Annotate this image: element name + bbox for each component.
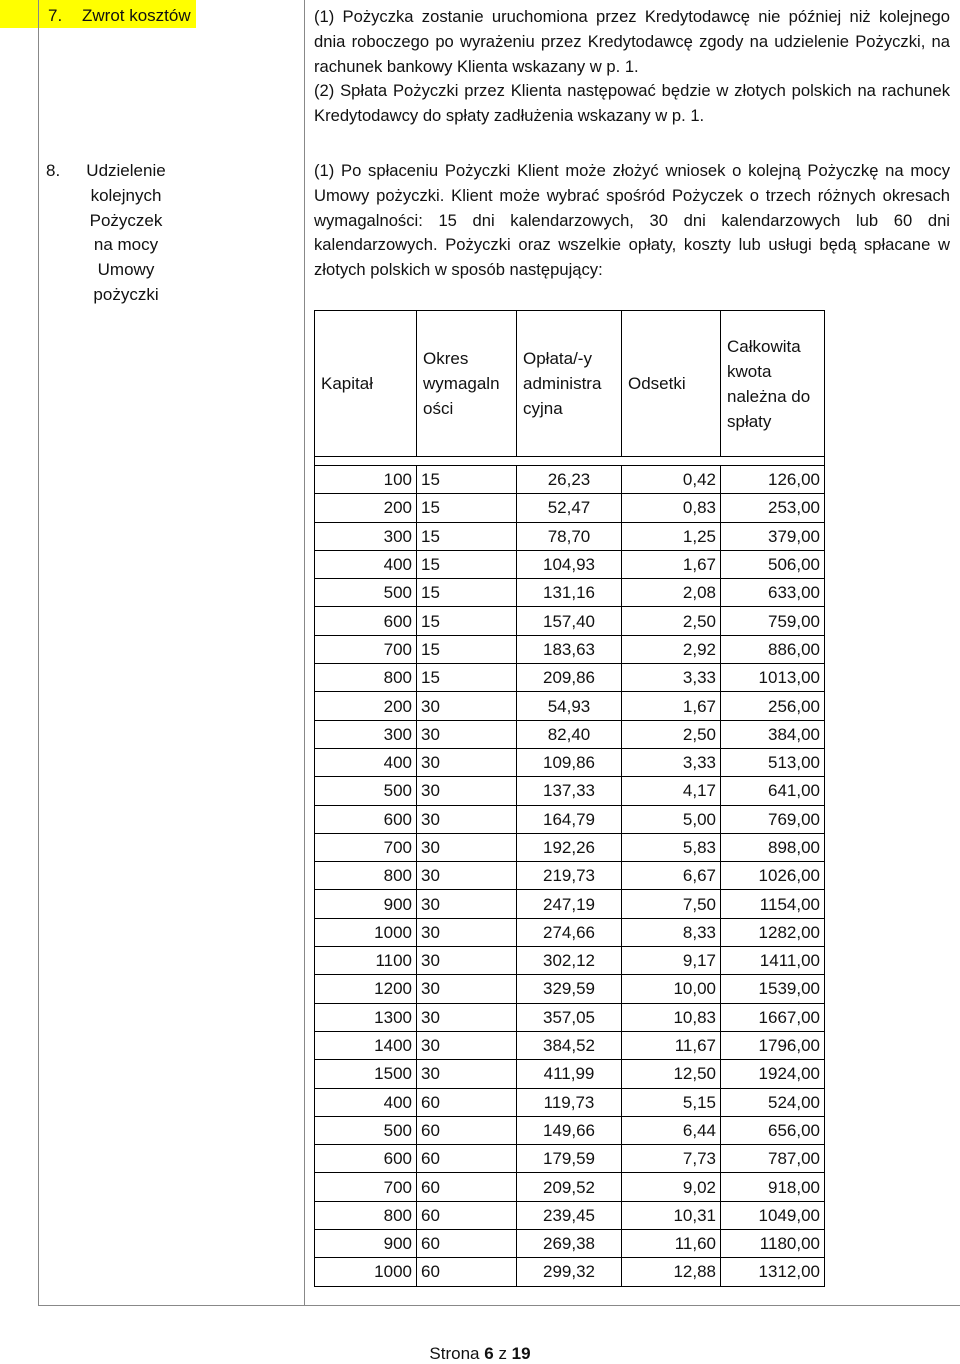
table-row xyxy=(315,748,825,776)
cell-term: 30 xyxy=(417,748,517,776)
cell-term: 15 xyxy=(417,607,517,635)
table-row xyxy=(315,692,825,720)
table-spacer-cell xyxy=(315,457,825,466)
cell-total-due: 769,00 xyxy=(721,805,825,833)
cell-term: 15 xyxy=(417,494,517,522)
cell-term: 60 xyxy=(417,1173,517,1201)
cell-interest: 12,88 xyxy=(622,1258,721,1286)
cell-total-due: 524,00 xyxy=(721,1088,825,1116)
cell-capital: 700 xyxy=(315,1173,417,1201)
cell-total-due: 256,00 xyxy=(721,692,825,720)
footer-separator: z xyxy=(498,1344,507,1363)
cell-term: 30 xyxy=(417,918,517,946)
cell-interest: 1,25 xyxy=(622,522,721,550)
section-7-number: 7. xyxy=(48,6,63,25)
table-row xyxy=(315,1173,825,1201)
cell-interest: 1,67 xyxy=(622,550,721,578)
table-row xyxy=(315,777,825,805)
cell-capital: 700 xyxy=(315,635,417,663)
cell-interest: 7,73 xyxy=(622,1145,721,1173)
cell-total-due: 1049,00 xyxy=(721,1201,825,1229)
cell-total-due: 1180,00 xyxy=(721,1230,825,1258)
cell-term: 30 xyxy=(417,947,517,975)
footer-total-pages: 19 xyxy=(511,1344,531,1363)
cell-interest: 10,00 xyxy=(622,975,721,1003)
cell-total-due: 787,00 xyxy=(721,1145,825,1173)
cell-interest: 5,00 xyxy=(622,805,721,833)
cell-capital: 300 xyxy=(315,720,417,748)
header-capital: Kapitał xyxy=(315,311,417,457)
cell-admin-fee: 302,12 xyxy=(517,947,622,975)
footer-page-number: 6 xyxy=(484,1344,494,1363)
cell-admin-fee: 274,66 xyxy=(517,918,622,946)
cell-interest: 11,60 xyxy=(622,1230,721,1258)
cell-total-due: 1539,00 xyxy=(721,975,825,1003)
cell-admin-fee: 164,79 xyxy=(517,805,622,833)
section-7-title: Zwrot kosztów xyxy=(82,6,191,25)
cell-admin-fee: 26,23 xyxy=(517,466,622,494)
table-header-row xyxy=(315,311,825,457)
cell-term: 30 xyxy=(417,1003,517,1031)
cell-total-due: 1667,00 xyxy=(721,1003,825,1031)
cell-capital: 100 xyxy=(315,466,417,494)
section-8-title-line: Umowy xyxy=(97,260,155,280)
section-8-title-line: pożyczki xyxy=(93,284,159,304)
table-row xyxy=(315,1003,825,1031)
table-row xyxy=(315,1088,825,1116)
table-row xyxy=(315,1258,825,1286)
cell-interest: 2,92 xyxy=(622,635,721,663)
cell-capital: 800 xyxy=(315,664,417,692)
cell-admin-fee: 157,40 xyxy=(517,607,622,635)
cell-interest: 10,83 xyxy=(622,1003,721,1031)
section-8-title xyxy=(66,159,186,308)
table-row xyxy=(315,975,825,1003)
cell-interest: 10,31 xyxy=(622,1201,721,1229)
cell-admin-fee: 149,66 xyxy=(517,1116,622,1144)
cell-capital: 900 xyxy=(315,1230,417,1258)
cell-interest: 6,67 xyxy=(622,862,721,890)
cell-total-due: 633,00 xyxy=(721,579,825,607)
cell-admin-fee: 357,05 xyxy=(517,1003,622,1031)
cell-term: 30 xyxy=(417,833,517,861)
cell-capital: 600 xyxy=(315,805,417,833)
cell-admin-fee: 209,86 xyxy=(517,664,622,692)
table-row xyxy=(315,1031,825,1059)
cell-term: 15 xyxy=(417,579,517,607)
cell-capital: 400 xyxy=(315,1088,417,1116)
cell-admin-fee: 137,33 xyxy=(517,777,622,805)
cell-term: 15 xyxy=(417,550,517,578)
cell-interest: 0,42 xyxy=(622,466,721,494)
cell-term: 15 xyxy=(417,522,517,550)
cell-term: 15 xyxy=(417,664,517,692)
cell-total-due: 886,00 xyxy=(721,635,825,663)
cell-term: 30 xyxy=(417,1060,517,1088)
table-row xyxy=(315,466,825,494)
table-row xyxy=(315,494,825,522)
table-row xyxy=(315,1201,825,1229)
cell-interest: 4,17 xyxy=(622,777,721,805)
cell-capital: 600 xyxy=(315,1145,417,1173)
cell-admin-fee: 192,26 xyxy=(517,833,622,861)
section-8-title-line: Udzielenie xyxy=(86,161,166,180)
cell-admin-fee: 219,73 xyxy=(517,862,622,890)
table-row xyxy=(315,1116,825,1144)
cell-interest: 2,08 xyxy=(622,579,721,607)
section-8-body xyxy=(314,159,950,283)
header-term: Okres wymagaln ości xyxy=(417,311,517,457)
table-row xyxy=(315,1145,825,1173)
cell-total-due: 1796,00 xyxy=(721,1031,825,1059)
table-row xyxy=(315,522,825,550)
section-7-paragraph-2: (2) Spłata Pożyczki przez Klienta następować będzie w złotych polskich na rachunek Kredytodawcy do spłaty zadłużenia wskazany w p. 1. xyxy=(314,81,950,126)
table-spacer-row xyxy=(315,457,825,466)
cell-capital: 200 xyxy=(315,692,417,720)
table-row xyxy=(315,550,825,578)
cell-admin-fee: 183,63 xyxy=(517,635,622,663)
cell-total-due: 513,00 xyxy=(721,748,825,776)
cell-term: 30 xyxy=(417,890,517,918)
cell-capital: 700 xyxy=(315,833,417,861)
cell-interest: 6,44 xyxy=(622,1116,721,1144)
cell-admin-fee: 119,73 xyxy=(517,1088,622,1116)
cell-admin-fee: 239,45 xyxy=(517,1201,622,1229)
cell-admin-fee: 247,19 xyxy=(517,890,622,918)
cell-interest: 5,15 xyxy=(622,1088,721,1116)
cell-admin-fee: 82,40 xyxy=(517,720,622,748)
header-interest: Odsetki xyxy=(622,311,721,457)
cell-interest: 0,83 xyxy=(622,494,721,522)
table-row xyxy=(315,1230,825,1258)
cell-capital: 200 xyxy=(315,494,417,522)
cell-capital: 600 xyxy=(315,607,417,635)
cell-term: 30 xyxy=(417,692,517,720)
section-7-body xyxy=(314,5,950,129)
cell-admin-fee: 109,86 xyxy=(517,748,622,776)
cell-interest: 5,83 xyxy=(622,833,721,861)
cell-admin-fee: 329,59 xyxy=(517,975,622,1003)
table-row xyxy=(315,862,825,890)
cell-interest: 2,50 xyxy=(622,720,721,748)
cell-interest: 11,67 xyxy=(622,1031,721,1059)
cell-capital: 1500 xyxy=(315,1060,417,1088)
header-admin-fee: Opłata/-y administra cyjna xyxy=(517,311,622,457)
cell-capital: 500 xyxy=(315,579,417,607)
cell-capital: 1200 xyxy=(315,975,417,1003)
cell-total-due: 918,00 xyxy=(721,1173,825,1201)
cell-admin-fee: 384,52 xyxy=(517,1031,622,1059)
loan-repayment-table xyxy=(314,310,825,1287)
cell-total-due: 898,00 xyxy=(721,833,825,861)
cell-admin-fee: 52,47 xyxy=(517,494,622,522)
cell-term: 60 xyxy=(417,1230,517,1258)
cell-capital: 400 xyxy=(315,748,417,776)
section-8-title-line: kolejnych xyxy=(90,185,162,205)
cell-interest: 3,33 xyxy=(622,748,721,776)
cell-capital: 400 xyxy=(315,550,417,578)
cell-admin-fee: 78,70 xyxy=(517,522,622,550)
cell-total-due: 641,00 xyxy=(721,777,825,805)
bottom-border-line xyxy=(38,1305,960,1306)
section-8-number: 8. xyxy=(46,161,61,180)
cell-term: 30 xyxy=(417,720,517,748)
table-row xyxy=(315,890,825,918)
cell-admin-fee: 299,32 xyxy=(517,1258,622,1286)
section-7-paragraph-1: (1) Pożyczka zostanie uruchomiona przez Kredytodawcę nie później niż kolejnego dnia roboczego po wyrażeniu przez Kredytodawcę zgody na udzielenie Pożyczki, na rachunek bankowy Klienta wskazany w p. 1. xyxy=(314,7,950,76)
cell-capital: 1000 xyxy=(315,918,417,946)
cell-admin-fee: 179,59 xyxy=(517,1145,622,1173)
table-row xyxy=(315,947,825,975)
cell-total-due: 1026,00 xyxy=(721,862,825,890)
page-footer xyxy=(0,1344,960,1364)
cell-total-due: 1154,00 xyxy=(721,890,825,918)
cell-term: 30 xyxy=(417,805,517,833)
table-row xyxy=(315,805,825,833)
table-row xyxy=(315,664,825,692)
cell-admin-fee: 54,93 xyxy=(517,692,622,720)
cell-admin-fee: 209,52 xyxy=(517,1173,622,1201)
cell-capital: 500 xyxy=(315,777,417,805)
cell-total-due: 126,00 xyxy=(721,466,825,494)
table-row xyxy=(315,833,825,861)
cell-total-due: 506,00 xyxy=(721,550,825,578)
cell-admin-fee: 411,99 xyxy=(517,1060,622,1088)
cell-capital: 1100 xyxy=(315,947,417,975)
cell-admin-fee: 104,93 xyxy=(517,550,622,578)
cell-total-due: 1312,00 xyxy=(721,1258,825,1286)
cell-total-due: 253,00 xyxy=(721,494,825,522)
cell-term: 60 xyxy=(417,1088,517,1116)
cell-capital: 1000 xyxy=(315,1258,417,1286)
cell-total-due: 1013,00 xyxy=(721,664,825,692)
cell-term: 60 xyxy=(417,1201,517,1229)
cell-interest: 9,02 xyxy=(622,1173,721,1201)
cell-interest: 1,67 xyxy=(622,692,721,720)
cell-capital: 500 xyxy=(315,1116,417,1144)
cell-capital: 1300 xyxy=(315,1003,417,1031)
table-row xyxy=(315,720,825,748)
cell-capital: 900 xyxy=(315,890,417,918)
cell-capital: 300 xyxy=(315,522,417,550)
table-row xyxy=(315,1060,825,1088)
table-row xyxy=(315,579,825,607)
cell-capital: 1400 xyxy=(315,1031,417,1059)
cell-interest: 7,50 xyxy=(622,890,721,918)
table-row xyxy=(315,635,825,663)
cell-interest: 9,17 xyxy=(622,947,721,975)
cell-interest: 2,50 xyxy=(622,607,721,635)
column-divider-line xyxy=(304,0,305,1306)
cell-admin-fee: 131,16 xyxy=(517,579,622,607)
cell-term: 30 xyxy=(417,777,517,805)
header-total-due: Całkowita kwota należna do spłaty xyxy=(721,311,825,457)
cell-term: 30 xyxy=(417,975,517,1003)
cell-interest: 12,50 xyxy=(622,1060,721,1088)
cell-total-due: 1282,00 xyxy=(721,918,825,946)
cell-total-due: 759,00 xyxy=(721,607,825,635)
table-row xyxy=(315,607,825,635)
cell-term: 60 xyxy=(417,1258,517,1286)
cell-term: 30 xyxy=(417,1031,517,1059)
cell-term: 30 xyxy=(417,862,517,890)
section-8-title-line: na mocy xyxy=(93,235,159,255)
cell-interest: 8,33 xyxy=(622,918,721,946)
cell-term: 60 xyxy=(417,1116,517,1144)
cell-total-due: 379,00 xyxy=(721,522,825,550)
cell-admin-fee: 269,38 xyxy=(517,1230,622,1258)
cell-capital: 800 xyxy=(315,862,417,890)
left-border-line xyxy=(38,0,39,1306)
footer-prefix: Strona xyxy=(429,1344,480,1363)
cell-term: 15 xyxy=(417,635,517,663)
cell-interest: 3,33 xyxy=(622,664,721,692)
cell-total-due: 1411,00 xyxy=(721,947,825,975)
cell-total-due: 1924,00 xyxy=(721,1060,825,1088)
section-8-title-line: Pożyczek xyxy=(89,210,163,230)
cell-total-due: 384,00 xyxy=(721,720,825,748)
table-row xyxy=(315,918,825,946)
cell-term: 60 xyxy=(417,1145,517,1173)
cell-total-due: 656,00 xyxy=(721,1116,825,1144)
section-8-paragraph: (1) Po spłaceniu Pożyczki Klient może złożyć wniosek o kolejną Pożyczkę na mocy Umowy pożyczki. Klient może wybrać spośród Pożyczek o trzech różnych okresach wymagalności: 15 dni kalendarzowych, 30 dni kalendarzowych lub 60 dni kalendarzowych. Pożyczki oraz wszelkie opłaty, koszty lub usługi będą spłacane w złotych polskich w sposób następujący: xyxy=(314,161,950,280)
cell-term: 15 xyxy=(417,466,517,494)
table-body xyxy=(315,457,825,1287)
cell-capital: 800 xyxy=(315,1201,417,1229)
